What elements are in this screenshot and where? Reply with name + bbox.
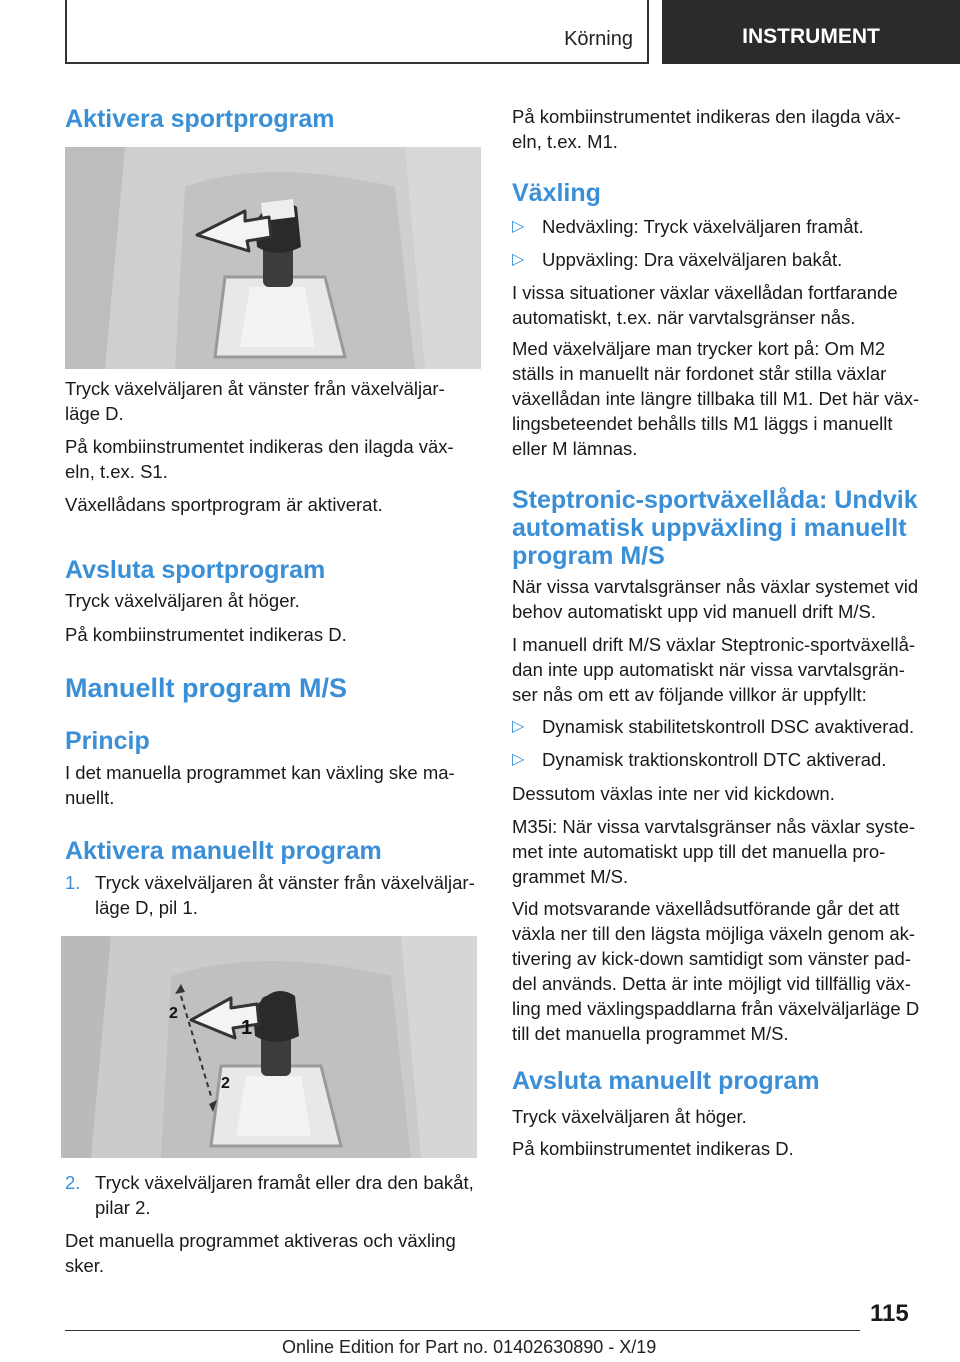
bullet-dsc [512, 714, 930, 739]
paragraph-sport-3: Växellådans sportprogram är aktiverat. [65, 494, 383, 515]
section-title: Körning [564, 28, 633, 50]
paragraph-sport-1 [65, 376, 445, 426]
paragraph-rpm-limits-line-1: När vissa varvtalsgränser nås växlar systemet vid [512, 576, 919, 597]
paragraph-manual-active-line-1: Det manuella programmet aktiveras och växling [65, 1230, 456, 1251]
paragraph-principle-line-1: I det manuella programmet kan växling ske ma‐ [65, 762, 455, 783]
header-section-box [65, 0, 649, 64]
paragraph-no-upshift [512, 632, 915, 707]
step-1-line-2: läge D, pil 1. [95, 897, 198, 918]
paragraph-m35i-line-2: met inte automatiskt upp till det manuella pro‐ [512, 841, 886, 862]
paragraph-end-manual-1: Tryck växelväljaren åt höger. [512, 1106, 747, 1127]
heading-end-manual: Avsluta manuellt program [512, 1067, 820, 1095]
triangle-bullet-icon: ▷ [512, 751, 525, 768]
paragraph-auto-shift-line-2: automatiskt, t.ex. när varvtalsgränser nås. [512, 307, 856, 328]
paragraph-sport-2-line-1: På kombiinstrumentet indikeras den ilagda väx‐ [65, 436, 454, 457]
gear-selector-arrows-illustration [61, 936, 477, 1158]
paragraph-rpm-limits [512, 574, 918, 624]
gear-selector-figure-1 [65, 147, 481, 369]
heading-steptronic-line-1: Steptronic-sportväxellåda: Undvik [512, 486, 918, 514]
triangle-bullet-icon: ▷ [512, 251, 525, 268]
paragraph-sport-2-line-2: eln, t.ex. S1. [65, 461, 168, 482]
paragraph-rpm-limits-line-2: behov automatiskt upp vid manuell drift M/S. [512, 601, 877, 622]
paragraph-principle-line-2: nuellt. [65, 787, 115, 808]
heading-steptronic [512, 486, 918, 570]
footer-divider [65, 1330, 860, 1331]
paragraph-indicates-m1-line-2: eln, t.ex. M1. [512, 131, 618, 152]
paragraph-auto-shift [512, 280, 898, 330]
bullet-upshift [512, 247, 930, 272]
paragraph-m2-line-3: växellådan inte längre tillbaka till M1. Det här väx‐ [512, 388, 920, 409]
paragraph-kickdown-paddle-line-6: till det manuella programmet M/S. [512, 1023, 789, 1044]
page-number: 115 [870, 1300, 909, 1327]
paragraph-m2-line-4: lingsbeteendet behålls tills M1 läggs i manuellt [512, 413, 893, 434]
paragraph-kickdown-paddle-line-4: del används. Detta är inte möjligt vid tillfällig väx‐ [512, 973, 911, 994]
paragraph-manual-active [65, 1228, 456, 1278]
bullet-dtc-text: Dynamisk traktionskontroll DTC aktiverad. [542, 749, 887, 770]
bullet-downshift [512, 214, 930, 239]
triangle-bullet-icon: ▷ [512, 718, 525, 735]
paragraph-m35i [512, 814, 915, 889]
step-2-line-1: Tryck växelväljaren framåt eller dra den bakåt, [95, 1172, 474, 1193]
step-2-number: 2. [65, 1172, 81, 1193]
step-2-line-2: pilar 2. [95, 1197, 151, 1218]
paragraph-kickdown-paddle-line-3: tivering av kick-down samtidigt som vänster pad‐ [512, 948, 911, 969]
bullet-downshift-text: Nedväxling: Tryck växelväljaren framåt. [542, 216, 864, 237]
paragraph-m2-line-2: ställs in manuellt när fordonet står stilla växlar [512, 363, 887, 384]
heading-activate-manual: Aktivera manuellt program [65, 837, 382, 865]
bullet-dtc [512, 747, 930, 772]
paragraph-sport-1-line-1: Tryck växelväljaren åt vänster från växelväljar‐ [65, 378, 445, 399]
paragraph-m35i-line-3: grammet M/S. [512, 866, 629, 887]
paragraph-m2-line-1: Med växelväljare man trycker kort på: Om M2 [512, 338, 886, 359]
paragraph-manual-active-line-2: sker. [65, 1255, 105, 1276]
paragraph-end-sport-1: Tryck växelväljaren åt höger. [65, 590, 300, 611]
step-1-number: 1. [65, 872, 81, 893]
paragraph-sport-2 [65, 434, 454, 484]
step-1 [65, 870, 483, 920]
paragraph-principle [65, 760, 455, 810]
chapter-tab [662, 0, 960, 64]
paragraph-kickdown-paddle [512, 896, 919, 1046]
footer-edition: Online Edition for Part no. 01402630890 - X/19 [282, 1337, 657, 1357]
paragraph-auto-shift-line-1: I vissa situationer växlar växellådan fortfarande [512, 282, 898, 303]
triangle-bullet-icon: ▷ [512, 218, 525, 235]
paragraph-end-manual-2: På kombiinstrumentet indikeras D. [512, 1138, 794, 1159]
arrow-label-2-upper: 2 [169, 1005, 178, 1022]
heading-manual-program: Manuellt program M/S [65, 673, 348, 703]
paragraph-no-upshift-line-2: dan inte upp automatiskt när vissa varvtalsgrän‐ [512, 659, 905, 680]
paragraph-indicates-m1 [512, 104, 901, 154]
paragraph-kickdown: Dessutom växlas inte ner vid kickdown. [512, 783, 835, 804]
heading-end-sport: Avsluta sportprogram [65, 556, 326, 584]
paragraph-sport-1-line-2: läge D. [65, 403, 124, 424]
heading-shifting: Växling [512, 179, 601, 207]
heading-activate-sport: Aktivera sportprogram [65, 105, 335, 133]
paragraph-no-upshift-line-3: ser nås om ett av följande villkor är uppfyllt: [512, 684, 867, 705]
paragraph-m35i-line-1: M35i: När vissa varvtalsgränser nås växlar syste‐ [512, 816, 916, 837]
paragraph-kickdown-paddle-line-2: växla ner till den lägsta möjliga växeln genom ak‐ [512, 923, 916, 944]
heading-steptronic-line-2: automatisk uppväxling i manuellt [512, 514, 907, 542]
arrow-label-2-lower: 2 [221, 1075, 230, 1092]
paragraph-m2-line-5: eller M lämnas. [512, 438, 638, 459]
bullet-upshift-text: Uppväxling: Dra växelväljaren bakåt. [542, 249, 843, 270]
paragraph-kickdown-paddle-line-1: Vid motsvarande växellådsutförande går det att [512, 898, 900, 919]
bullet-dsc-text: Dynamisk stabilitetskontroll DSC avaktiverad. [542, 716, 915, 737]
paragraph-no-upshift-line-1: I manuell drift M/S växlar Steptronic-sportväxellå‐ [512, 634, 916, 655]
paragraph-kickdown-paddle-line-5: ling med växlingspaddlarna från växelväljarläge D [512, 998, 920, 1019]
step-1-line-1: Tryck växelväljaren åt vänster från växelväljar‐ [95, 872, 475, 893]
paragraph-end-sport-2: På kombiinstrumentet indikeras D. [65, 624, 347, 645]
paragraph-m2-behaviour [512, 336, 919, 461]
step-2 [65, 1170, 483, 1220]
paragraph-indicates-m1-line-1: På kombiinstrumentet indikeras den ilagda väx‐ [512, 106, 901, 127]
arrow-label-1: 1 [241, 1017, 253, 1039]
heading-steptronic-line-3: program M/S [512, 542, 665, 570]
chapter-title: INSTRUMENT [742, 25, 880, 48]
heading-principle: Princip [65, 727, 150, 755]
gear-selector-illustration [65, 147, 481, 369]
gear-selector-figure-2 [61, 936, 477, 1158]
